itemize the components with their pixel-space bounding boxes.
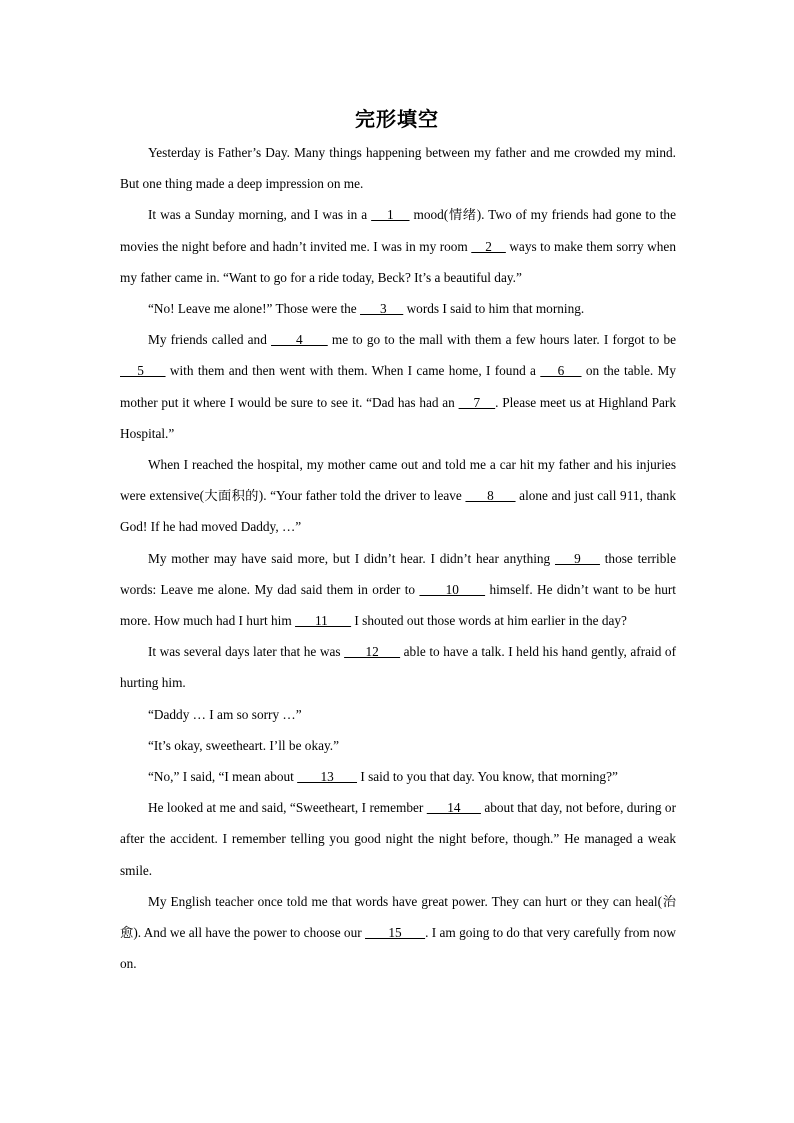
paragraph-text: ways to make them sorry when my father came in. “Want to go for a ride today, Beck? It’s a beautiful day.” bbox=[120, 238, 676, 285]
paragraph-text: about that day, not before, during or after the accident. I remember telling you good night the night before, though.” He managed a weak smile. bbox=[120, 800, 677, 878]
paragraph-text: able to have a talk. I held his hand gently, afraid of hurting him. bbox=[120, 644, 677, 691]
paragraph-text: “No,” I said, “I mean about bbox=[148, 769, 298, 785]
answer-blank[interactable]: 12 bbox=[344, 644, 401, 660]
document-title: 完形填空 bbox=[355, 107, 439, 131]
paragraph-text: My friends called and bbox=[148, 332, 272, 348]
paragraph bbox=[120, 543, 676, 637]
paragraph-text: My English teacher once told me that words have great power. They can hurt or they can heal(治愈). And we all have the power to choose our bbox=[120, 893, 676, 941]
answer-blank[interactable]: 11 bbox=[295, 613, 352, 629]
paragraph bbox=[120, 699, 676, 730]
paragraph-text: words I said to him that morning. bbox=[403, 301, 585, 317]
answer-blank[interactable]: 4 bbox=[271, 332, 328, 348]
paragraph-text: Yesterday is Father’s Day. Many things happening between my father and me crowded my mind. But one thing made a deep impression on me. bbox=[120, 145, 676, 192]
paragraph-text: I shouted out those words at him earlier in the day? bbox=[351, 613, 627, 629]
answer-blank[interactable]: 2 bbox=[471, 238, 506, 254]
answer-blank[interactable]: 15 bbox=[365, 925, 426, 941]
answer-blank[interactable]: 9 bbox=[555, 550, 600, 566]
paragraph bbox=[120, 636, 676, 698]
paragraph bbox=[120, 761, 676, 792]
paragraph-text: alone and just call 911, thank God! If he had moved Daddy, …” bbox=[120, 488, 676, 535]
answer-blank[interactable]: 14 bbox=[426, 800, 481, 816]
paragraph bbox=[120, 137, 676, 199]
paragraph-text: “No! Leave me alone!” Those were the bbox=[148, 301, 361, 317]
paragraph-text: mood(情绪). Two of my friends had gone to the movies the night before and hadn’t invited me. I was in my room bbox=[120, 207, 676, 254]
paragraph-text: . I am going to do that very carefully from now on. bbox=[120, 925, 676, 972]
answer-blank[interactable]: 6 bbox=[540, 363, 582, 379]
paragraph bbox=[120, 730, 676, 761]
paragraph bbox=[120, 324, 676, 449]
paragraph bbox=[120, 886, 676, 980]
paragraph bbox=[120, 792, 676, 886]
answer-blank[interactable]: 1 bbox=[371, 207, 410, 223]
answer-blank[interactable]: 7 bbox=[458, 394, 496, 410]
paragraph bbox=[120, 293, 676, 324]
paragraph-text: My mother may have said more, but I didn’t hear. I didn’t hear anything bbox=[148, 550, 555, 566]
paragraph-text: It was several days later that he was bbox=[148, 644, 345, 660]
paragraph-text: When I reached the hospital, my mother came out and told me a car hit my father and his injuries were extensive(大面积的). “Your father told the driver to leave bbox=[120, 457, 676, 504]
passage-body bbox=[120, 137, 676, 979]
paragraph-text: with them and then went with them. When I came home, I found a bbox=[165, 363, 541, 379]
paragraph-text: I said to you that day. You know, that morning?” bbox=[357, 769, 618, 785]
paragraph bbox=[120, 199, 676, 293]
paragraph-text: himself. He didn’t want to be hurt more. How much had I hurt him bbox=[120, 581, 677, 629]
paragraph-text: those terrible words: Leave me alone. My dad said them in order to bbox=[120, 550, 676, 597]
answer-blank[interactable]: 13 bbox=[297, 769, 358, 785]
answer-blank[interactable]: 8 bbox=[465, 488, 516, 504]
answer-blank[interactable]: 10 bbox=[419, 581, 486, 597]
paragraph-text: “Daddy … I am so sorry …” bbox=[148, 706, 302, 722]
paragraph-text: . Please meet us at Highland Park Hospital.” bbox=[120, 394, 677, 441]
paragraph-text: It was a Sunday morning, and I was in a bbox=[148, 207, 372, 223]
paragraph-text: on the table. My mother put it where I would be sure to see it. “Dad has had an bbox=[120, 363, 676, 410]
paragraph-text: me to go to the mall with them a few hours later. I forgot to be bbox=[327, 332, 676, 348]
paragraph bbox=[120, 449, 676, 543]
paragraph-text: He looked at me and said, “Sweetheart, I remember bbox=[148, 800, 427, 816]
paragraph-text: “It’s okay, sweetheart. I’ll be okay.” bbox=[148, 737, 339, 753]
answer-blank[interactable]: 3 bbox=[360, 301, 404, 317]
answer-blank[interactable]: 5 bbox=[120, 363, 166, 379]
